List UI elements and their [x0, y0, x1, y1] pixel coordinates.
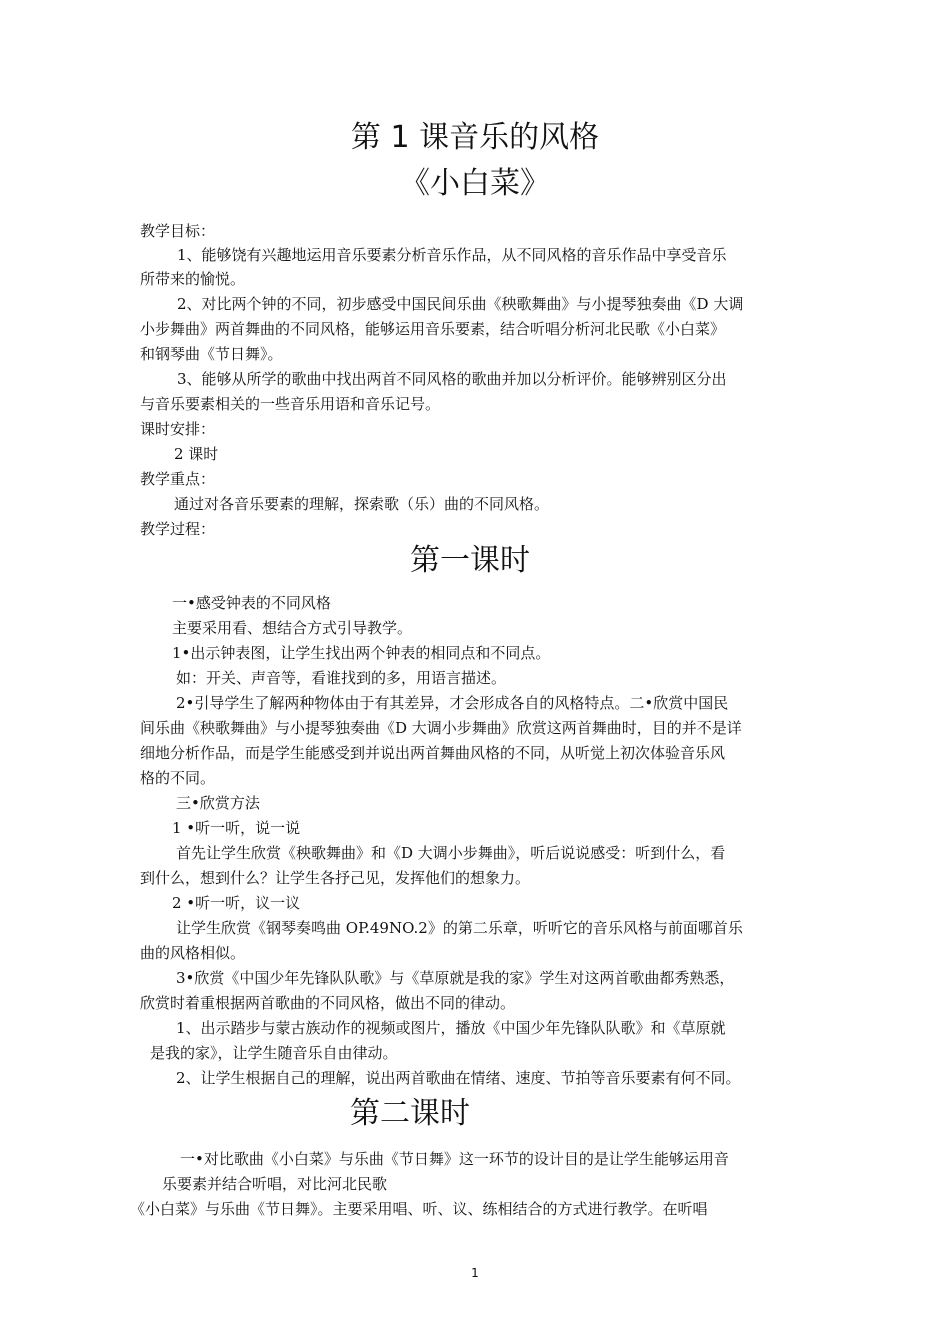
text-line: 3、能够从所学的歌曲中找出两首不同风格的歌曲并加以分析评价。能够辨别区分出 [177, 370, 727, 388]
text-line: 和钢琴曲《节日舞》。 [140, 345, 283, 363]
text-line: 与音乐要素相关的一些音乐用语和音乐记号。 [140, 395, 441, 413]
text-line: 教学过程： [140, 520, 216, 538]
text-line: 教学目标： [140, 222, 216, 240]
text-line: 教学重点： [140, 470, 216, 488]
section-heading: 第一课时 [410, 543, 530, 578]
text-line: 3•欣赏《中国少年先锋队队歌》与《草原就是我的家》学生对这两首歌曲都秀熟悉， [176, 969, 735, 987]
text-line: 曲的风格相似。 [140, 944, 246, 962]
text-line: 通过对各音乐要素的理解，探索歌（乐）曲的不同风格。 [174, 495, 550, 513]
text-line: 1、出示踏步与蒙古族动作的视频或图片，播放《中国少年先锋队队歌》和《草原就 [176, 1019, 726, 1037]
text-line: 首先让学生欣赏《秧歌舞曲》和《D 大调小步舞曲》，听后说说感受：听到什么，看 [176, 844, 726, 862]
text-line: 课时安排： [140, 420, 216, 438]
text-line: 让学生欣赏《钢琴奏鸣曲 OP.49NO.2》的第二乐章，听听它的音乐风格与前面哪首乐 [176, 919, 743, 937]
text-line: 格的不同。 [140, 769, 216, 787]
text-line: 小步舞曲》两首舞曲的不同风格，能够运用音乐要素，结合听唱分析河北民歌《小白菜》 [140, 320, 726, 338]
text-line: 1 •听一听，说一说 [172, 819, 301, 837]
text-line: 2、对比两个钟的不同，初步感受中国民间乐曲《秧歌舞曲》与小提琴独奏曲《D 大调 [177, 295, 744, 313]
text-line: 2 •听一听，议一议 [172, 894, 301, 912]
text-line: 一•对比歌曲《小白菜》与乐曲《节日舞》这一环节的设计目的是让学生能够运用音 [180, 1150, 729, 1168]
text-line: 2•引导学生了解两种物体由于有其差异，才会形成各自的风格特点。二•欣赏中国民 [176, 694, 729, 712]
text-line: 是我的家》，让学生随音乐自由律动。 [150, 1044, 398, 1062]
text-line: 所带来的愉悦。 [140, 270, 246, 288]
page-title: 第 1 课音乐的风格 [350, 120, 600, 155]
page-subtitle: 《小白菜》 [400, 166, 550, 201]
text-line: 乐要素并结合听唱，对比河北民歌 [162, 1175, 388, 1193]
text-line: 《小白菜》与乐曲《节日舞》。主要采用唱、听、议、练相结合的方式进行教学。在听唱 [130, 1200, 708, 1218]
text-line: 1•出示钟表图，让学生找出两个钟表的相同点和不同点。 [172, 644, 551, 662]
text-line: 主要采用看、想结合方式引导教学。 [172, 619, 413, 637]
text-line: 到什么，想到什么？让学生各抒己见，发挥他们的想象力。 [140, 869, 531, 887]
text-line: 如：开关、声音等，看谁找到的多，用语言描述。 [176, 669, 507, 687]
text-line: 间乐曲《秧歌舞曲》与小提琴独奏曲《D 大调小步舞曲》欣赏这两首舞曲时，目的并不是详 [140, 719, 742, 737]
text-line: 细地分析作品，而是学生能感受到并说出两首舞曲风格的不同，从听觉上初次体验音乐风 [140, 744, 726, 762]
text-line: 2 课时 [174, 445, 219, 463]
text-line: 欣赏时着重根据两首歌曲的不同风格，做出不同的律动。 [140, 994, 516, 1012]
text-line: 2、让学生根据自己的理解，说出两首歌曲在情绪、速度、节拍等音乐要素有何不同。 [176, 1069, 741, 1087]
page-number: 1 [471, 1266, 479, 1280]
text-line: 三•欣赏方法 [176, 794, 260, 812]
section-heading: 第二课时 [350, 1096, 470, 1131]
text-line: 1、能够饶有兴趣地运用音乐要素分析音乐作品，从不同风格的音乐作品中享受音乐 [177, 246, 727, 264]
text-line: 一•感受钟表的不同风格 [172, 594, 331, 612]
